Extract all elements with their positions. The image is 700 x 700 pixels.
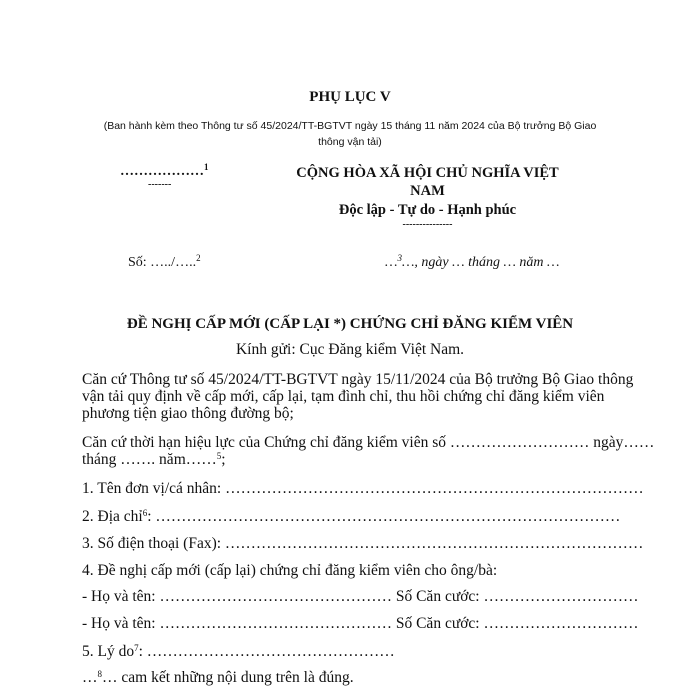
field-address: 2. Địa chỉ$^6$: ……………………………………………………………………………… [82,508,621,525]
appendix-title: PHỤ LỤC V [309,89,391,105]
national-motto: Độc lập - Tự do - Hạnh phúc [338,202,517,218]
place-date: …$^3$…, ngày … tháng … năm … [385,253,560,270]
agency-name: ………………$^1$ [120,162,209,179]
field-request: 4. Đề nghị cấp mới (cấp lại) chứng chỉ đăng kiểm viên cho ông/bà: [82,562,498,579]
basis-paragraph-line2: vận tải quy định về cấp mới, cấp lại, tạm đình chỉ, thu hồi chứng chỉ đăng kiểm viên [82,388,605,405]
recipient-line: Kính gửi: Cục Đăng kiểm Việt Nam. [235,341,465,358]
agency-rule: ------- [148,179,172,190]
commitment-line: …$^8$… cam kết những nội dung trên là đúng. [82,669,354,686]
document-title: ĐỀ NGHỊ CẤP MỚI (CẤP LẠI *) CHỨNG CHỈ ĐĂNG KIỂM VIÊN [126,316,574,332]
document-number: Số: …../…..$^2$ [128,253,201,270]
nation-name-line2: NAM [410,183,445,199]
issued-note-line1: (Ban hành kèm theo Thông tư số 45/2024/TT-BGTVT ngày 15 tháng 11 năm 2024 của Bộ trưởng Bộ Giao [103,120,597,132]
field-applicant-name: 1. Tên đơn vị/cá nhân: ……………………………………………………………………… [82,480,644,497]
field-reason: 5. Lý $do^7$: ………………………………………… [82,643,395,660]
basis-paragraph-line3: phương tiện giao thông đường bộ; [82,405,294,422]
validity-paragraph-line1: Căn cứ thời hạn hiệu lực của Chứng chỉ đăng kiểm viên số ……………………… ngày…… [82,434,655,451]
nation-name-line1: CỘNG HÒA XÃ HỘI CHỦ NGHĨA VIỆT [296,165,559,181]
field-person-1: - Họ và tên: ……………………………………… Số Căn cước: ………………………… [82,588,639,605]
motto-rule: --------------- [402,219,453,230]
field-phone: 3. Số điện thoại (Fax): ……………………………………………………………………… [82,535,644,552]
validity-paragraph-line2: tháng ……. năm……$^5$; [82,451,226,468]
basis-paragraph-line1: Căn cứ Thông tư số 45/2024/TT-BGTVT ngày 15/11/2024 của Bộ trưởng Bộ Giao thông [82,371,634,388]
issued-note-line2: thông vận tải) [318,136,382,148]
field-person-2: - Họ và tên: ……………………………………… Số Căn cước: ………………………… [82,615,639,632]
